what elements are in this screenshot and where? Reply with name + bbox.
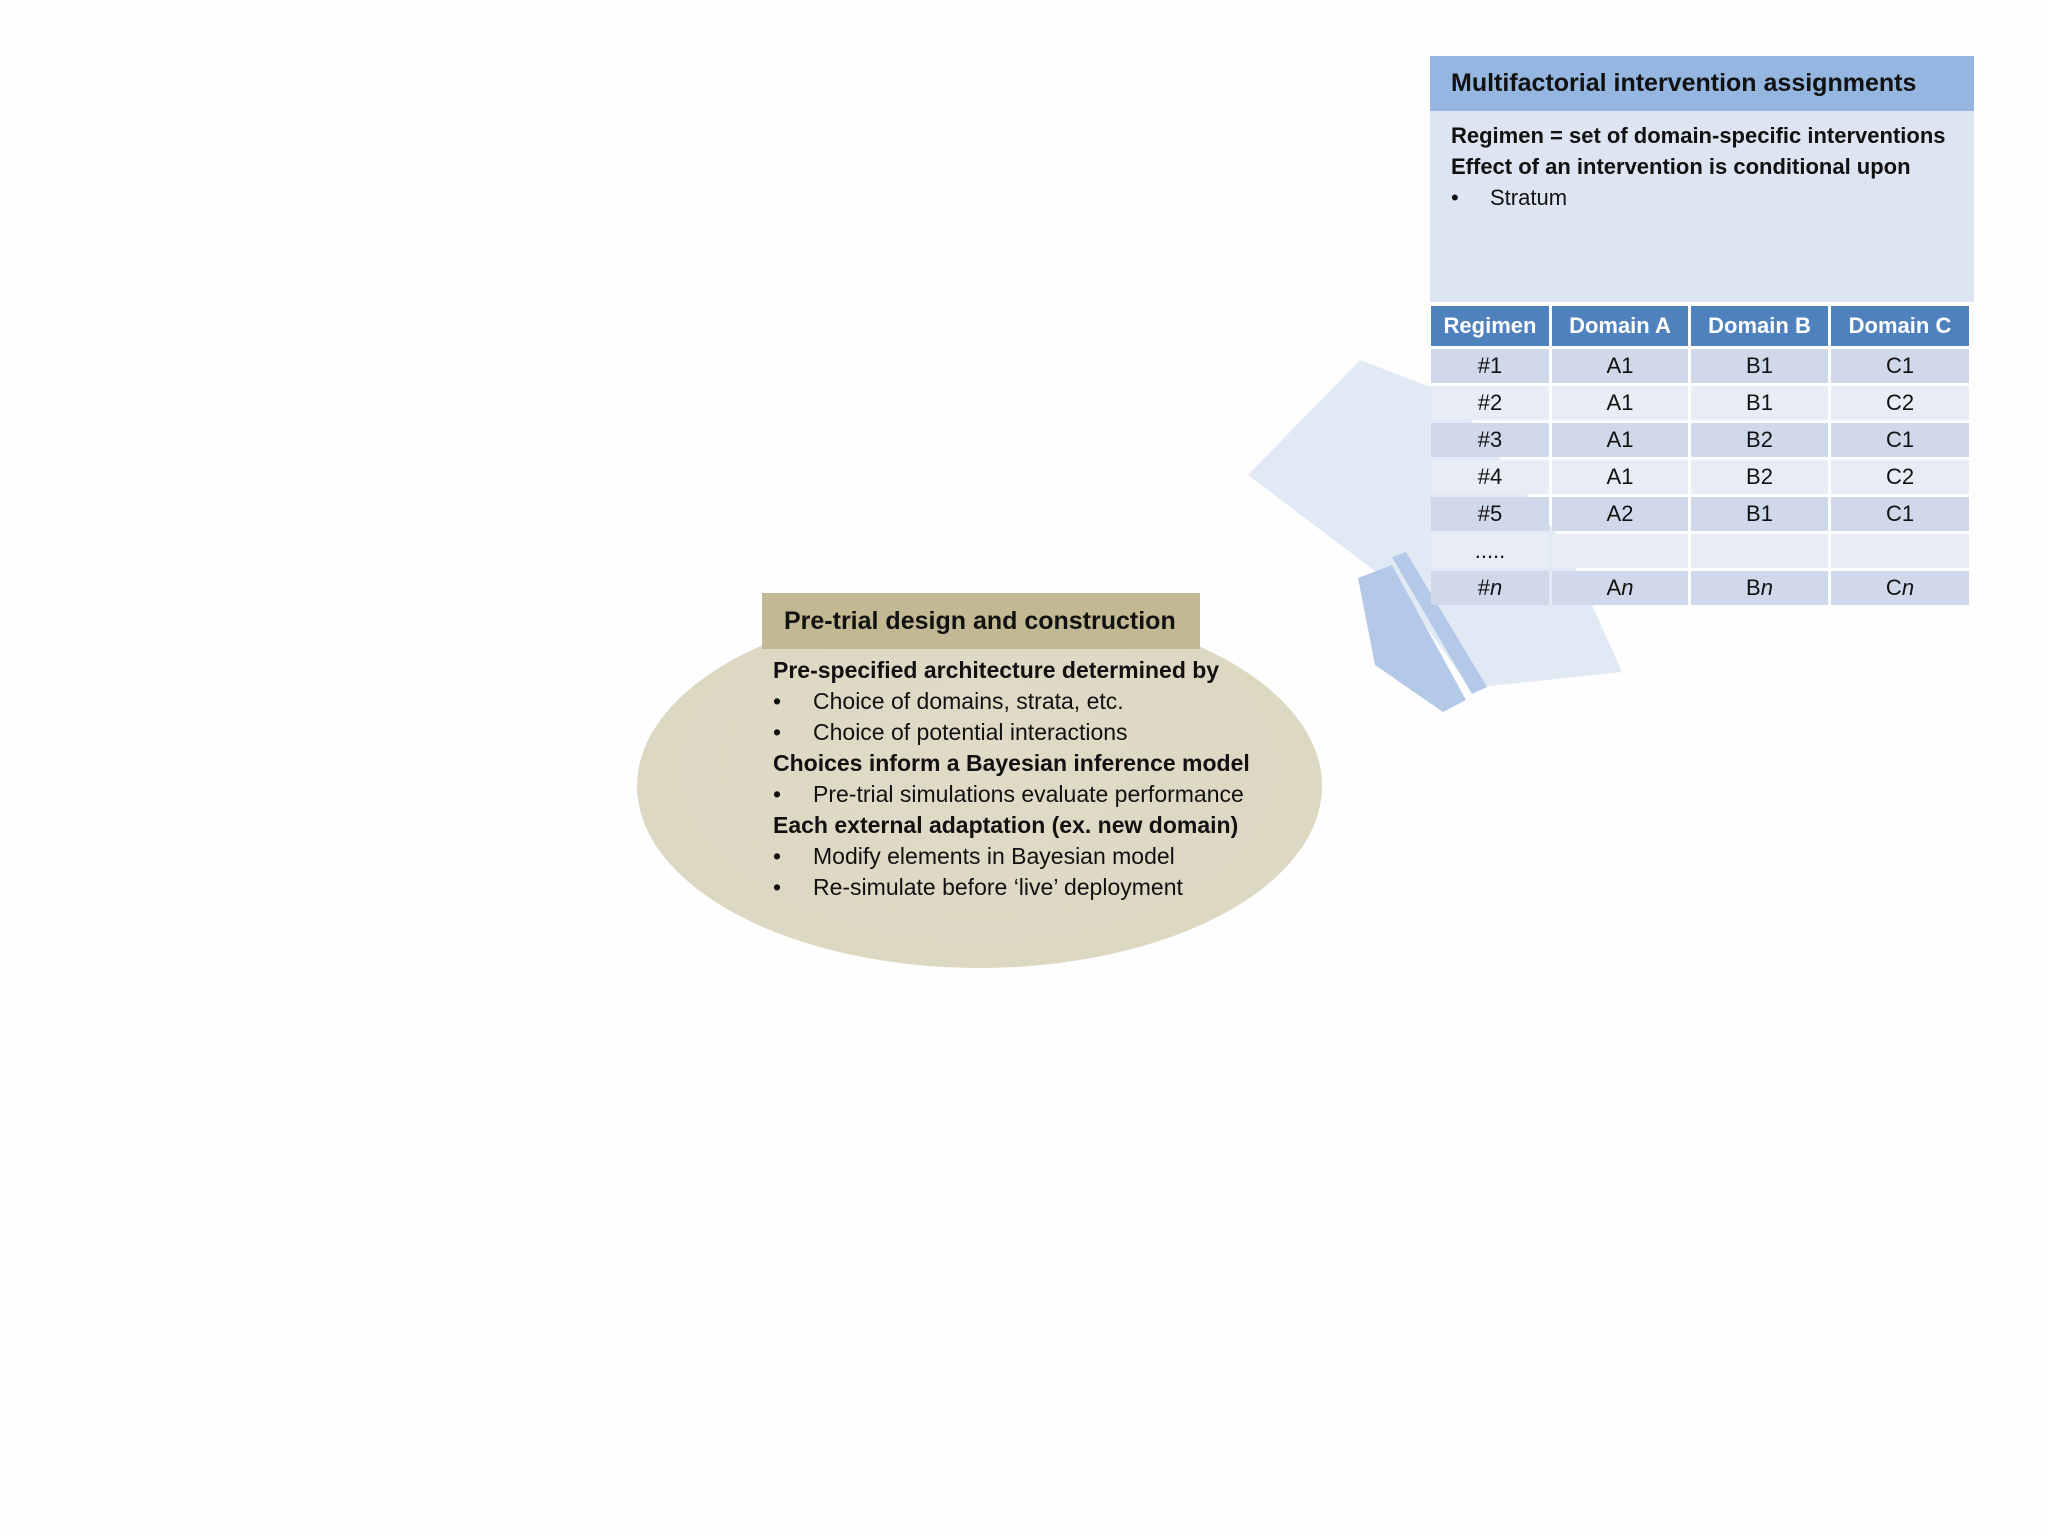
multifactorial-panel [1430,56,1974,608]
pretrial-bullet: • Choice of domains, strata, etc. [773,688,1124,714]
table-cell: C2 [1831,386,1969,420]
regimen-definition: Regimen = set of domain-specific interventions [1451,123,1946,148]
pretrial-bullet: • Re-simulate before ‘live’ deployment [773,874,1183,900]
pretrial-bullet: • Modify elements in Bayesian model [773,843,1175,869]
pretrial-bullet: • Pre-trial simulations evaluate performance [773,781,1244,807]
table-row [1431,497,1969,531]
table-row [1431,571,1969,605]
table-cell: An [1552,571,1688,605]
pretrial-heading-architecture: Pre-specified architecture determined by [773,657,1220,683]
multifactorial-title: Multifactorial intervention assignments [1430,56,1974,111]
table-cell: Bn [1691,571,1828,605]
table-cell: A2 [1552,497,1688,531]
table-cell: #n [1431,571,1549,605]
pretrial-bullet: • Choice of potential interactions [773,719,1128,745]
table-cell: A1 [1552,349,1688,383]
table-cell: C1 [1831,423,1969,457]
pretrial-body [773,655,1293,903]
table-row [1431,423,1969,457]
table-cell: A1 [1552,460,1688,494]
effect-conditional: Effect of an intervention is conditional upon [1451,154,1911,179]
table-cell [1691,534,1828,568]
table-cell: B2 [1691,423,1828,457]
table-cell: #2 [1431,386,1549,420]
table-cell: B2 [1691,460,1828,494]
regimen-table [1428,303,1972,608]
table-cell: B1 [1691,349,1828,383]
pretrial-heading-bayesian: Choices inform a Bayesian inference model [773,750,1250,776]
table-cell: #3 [1431,423,1549,457]
table-cell: A1 [1552,386,1688,420]
multifactorial-description [1430,111,1974,302]
table-cell [1831,534,1969,568]
header-domain-b: Domain B [1691,306,1828,346]
table-row [1431,349,1969,383]
table-cell: #1 [1431,349,1549,383]
table-header-row [1431,306,1969,346]
table-cell: B1 [1691,386,1828,420]
table-row [1431,460,1969,494]
table-cell: C1 [1831,349,1969,383]
stratum-bullet: • Stratum [1451,185,1568,210]
pretrial-title: Pre-trial design and construction [762,593,1200,649]
table-row [1431,386,1969,420]
table-cell: #4 [1431,460,1549,494]
header-domain-c: Domain C [1831,306,1969,346]
table-cell [1552,534,1688,568]
table-cell: B1 [1691,497,1828,531]
table-cell: ..... [1431,534,1549,568]
table-cell: C2 [1831,460,1969,494]
header-domain-a: Domain A [1552,306,1688,346]
table-cell: A1 [1552,423,1688,457]
header-regimen: Regimen [1431,306,1549,346]
table-row [1431,534,1969,568]
table-cell: C1 [1831,497,1969,531]
table-cell: #5 [1431,497,1549,531]
pretrial-heading-adaptation: Each external adaptation (ex. new domain) [773,812,1239,838]
table-cell: Cn [1831,571,1969,605]
